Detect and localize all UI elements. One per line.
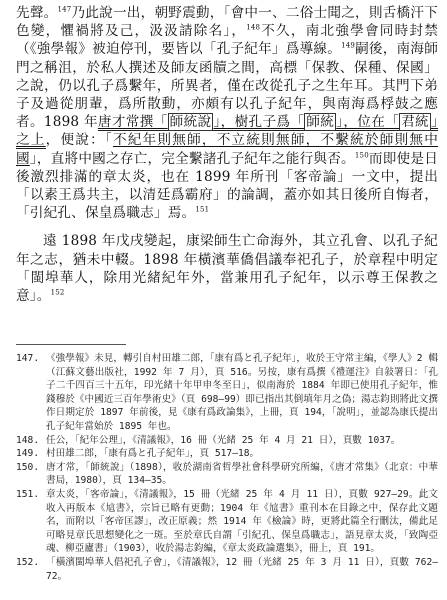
footnote-text: 任公，「紀年公理」，《清議報》，16 冊（光緒 25 年 4 月 21 日），頁數 1037。 (46, 434, 401, 446)
footnote-ref-152: 152 (50, 288, 65, 297)
footnote-number: 150. (16, 461, 40, 473)
text-run: 乃此說一出，朝野震動，「會中一、二俗士聞之，則舌橋汗下色變，懼禍將及己，汲汲請除名」， (16, 5, 438, 40)
text-run: 而即使是日後激烈排滿的章太炎，也在 1899 年所刊「客帝論」一文中，提出「以素王爲共主，以清廷爲霸府」的論調，蓋亦如其日後所自悔者，「引紀孔、保皇爲職志」焉。 (16, 150, 438, 222)
paragraph-2 (16, 232, 438, 305)
text-run: 嗣後，南海師門之稱沮，於私人撰述及師友函牘之間，高標「保教、保種、保國」之說，仍以孔子爲繫年，所異者，僅在改從孔子之生年耳。其門下弟子及過從朋輩，爲所散動，亦頗有以孔子紀年，與南海爲桴鼓之應者。1898 年 (16, 41, 438, 131)
text-run: 」之上 (16, 114, 438, 149)
footnote-number: 149. (16, 448, 40, 460)
boxed-term-juntong: 君統 (401, 114, 429, 131)
footnote-ref-150: 150 (354, 151, 369, 160)
text-run: 」，直將中國之存亡，完全繫諸孔子紀年之能行與否。 (29, 150, 355, 167)
underlined-quote: 不紀年則無師，不立統則無師，不繫統於師則無中國 (16, 132, 439, 167)
footnote-149 (16, 447, 438, 461)
boxed-term-shitong-shuo: 師統說 (169, 114, 212, 131)
footnote-ref-147: 147 (57, 5, 72, 14)
footnote-text: 「橫濱閩埠華人倡祀孔子會」，《清議報》，12 冊（光緒 25 年 3 月 11 日），頁數 762–72。 (46, 556, 438, 582)
boxed-term-shitong: 師統 (306, 114, 335, 131)
text-run: ，便說：「 (45, 132, 113, 149)
main-text (16, 4, 438, 305)
text-run: 先聲。 (16, 5, 58, 21)
footnote-number: 148. (16, 434, 40, 446)
footnote-ref-151: 151 (195, 205, 210, 214)
footnote-151 (16, 488, 438, 556)
text-run: 」，位在「 (336, 114, 400, 131)
footnote-148 (16, 434, 438, 448)
footnote-number: 147. (16, 353, 40, 364)
footnote-text: 村田雄二郎，「康有爲と孔子紀年」，頁 517–18。 (46, 448, 260, 460)
footnote-152 (16, 556, 438, 583)
text-run: 不久，南北強學會同時封禁（《強學報》被迫停刊，要皆以「孔子紀年」爲導線。 (16, 23, 438, 58)
footnote-divider (16, 344, 126, 345)
text-run: 唐才常撰「 (97, 114, 168, 131)
paragraph-1 (16, 4, 438, 222)
footnote-text: 章太炎，「客帝論」，《清議報》，15 冊（光緒 25 年 4 月 11 日），頁數 927–29。此文收入再版本《訄書》，宗旨已略有更動；1904 年《訄書》重刊本在目錄之中，保存此文題名，而附以「客帝匡謬」，改正原義；然 1914 年《檢論》時，更將此篇全行刪汰，備此足可略見章氏思想變化之一斑。至於章氏自謂「引紀孔、保皇爲職志」，語見章太炎，「致陶亞魂、柳亞廬書」（1903），收於湯志鈞編，《章太炎政論選集》，冊上，頁 191。 (46, 488, 438, 555)
footnote-text: 唐才常，「師統說」（1898），收於湖南省哲學社會科學研究所編，《唐才常集》（北京：中華書局，1980），頁 134–35。 (46, 461, 438, 487)
footnote-ref-148: 148 (246, 23, 261, 32)
footnote-number: 152. (16, 556, 40, 568)
footnote-text: 《強學報》未見，轉引自村田雄二郎，「康有爲と孔子紀年」，收於王守常主編，《學人》2 輯（江蘇文藝出版社，1992 年 7 月），頁 516。另按，康有爲撰《禮運注》自敍署日：「孔子二千四百三十五年，印光緒十年甲申冬至日」，似南海於 1884 年即已使用孔子紀年，惟錢穆於《中國近三百年學術史》（頁 698–99）即已指出其倒填年月之偽；湯志鈞則將此文撰作日期定於 1897 年前後，見《康有爲政論集》，上冊，頁 194，「說明」，並認為康氏提出孔子紀年當始於 1895 年也。 (46, 353, 438, 432)
footnote-number: 151. (16, 488, 40, 500)
footnote-147 (16, 352, 438, 434)
footnote-150 (16, 461, 438, 488)
text-run: 」，樹孔子爲「 (213, 114, 305, 131)
text-run: 遠 1898 年戊戌變起，康梁師生亡命海外，其立孔會、以孔子紀年之志，猶未中輟。1898 年橫濱華僑倡議奉祀孔子，於章程中明定「閩埠華人，除用光緒紀年外，當兼用孔子紀年，以示尊王保教之意」。 (16, 233, 438, 305)
footnote-ref-149: 149 (341, 41, 356, 50)
footnotes (16, 352, 438, 583)
